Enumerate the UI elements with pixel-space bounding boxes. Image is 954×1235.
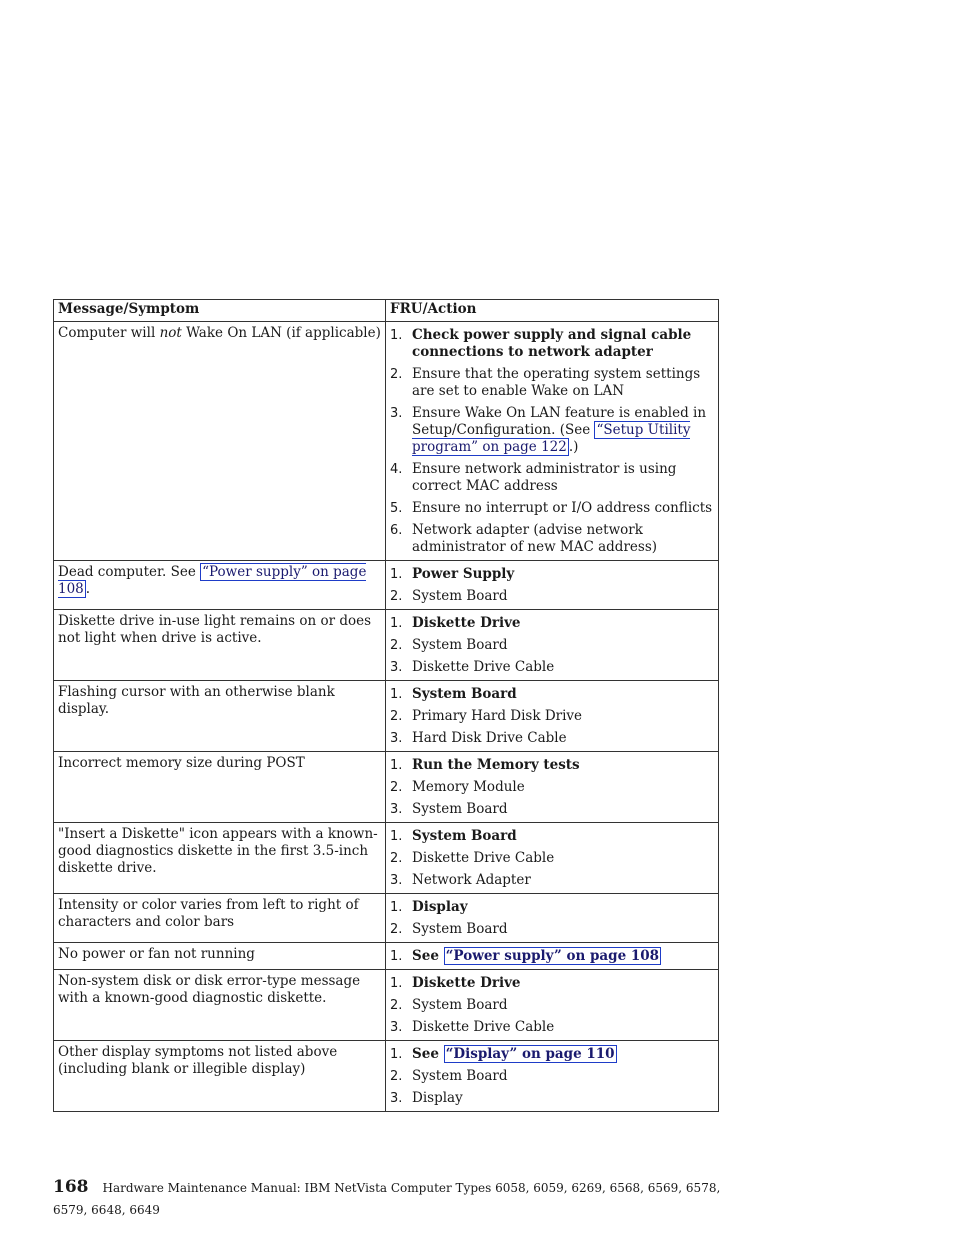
action-list — [390, 757, 714, 818]
action-number: 3. — [390, 873, 403, 888]
symptom-cell — [54, 1041, 386, 1112]
action-text — [412, 1068, 508, 1084]
text-run: System Board — [412, 637, 508, 653]
action-item — [390, 730, 714, 747]
fru-action-cell — [386, 823, 719, 894]
text-run: Diskette drive in-use light remains on or does not light when drive is active. — [58, 613, 372, 646]
action-number: 1. — [390, 758, 403, 773]
action-number: 1. — [390, 1047, 403, 1062]
fru-action-cell — [386, 610, 719, 681]
action-number: 6. — [390, 523, 403, 538]
text-run: System Board — [412, 1068, 508, 1084]
action-text — [412, 500, 712, 516]
action-item — [390, 522, 714, 556]
text-run: Non-system disk or disk error-type message with a known-good diagnostic diskette. — [58, 973, 361, 1006]
action-number: 2. — [390, 1069, 403, 1084]
text-run: Display — [412, 1090, 463, 1106]
action-text — [412, 461, 676, 494]
footer-text: Hardware Maintenance Manual: IBM NetVista Computer Types 6058, 6059, 6269, 6568, 6569, 6578, 6579, 6648, 6649 — [53, 1181, 721, 1217]
table-row — [54, 322, 719, 561]
text-run: Diskette Drive Cable — [412, 659, 555, 675]
action-item — [390, 405, 714, 456]
action-item — [390, 801, 714, 818]
action-text — [412, 366, 700, 399]
action-item — [390, 975, 714, 992]
cross-reference-link[interactable]: “Setup Utility program” on page 122 — [412, 422, 691, 455]
action-item — [390, 872, 714, 889]
action-number: 1. — [390, 616, 403, 631]
text-run: Hard Disk Drive Cable — [412, 730, 567, 746]
action-number: 2. — [390, 589, 403, 604]
table-row — [54, 894, 719, 943]
text-run: Intensity or color varies from left to right of characters and color bars — [58, 897, 359, 930]
action-number: 2. — [390, 367, 403, 382]
symptom-text — [58, 973, 381, 1007]
action-text — [412, 828, 517, 844]
table-row — [54, 1041, 719, 1112]
text-run: "Insert a Diskette" icon appears with a known-good diagnostics diskette in the first 3.5-inch diskette drive. — [58, 826, 378, 876]
action-text — [412, 899, 468, 915]
action-number: 1. — [390, 949, 403, 964]
action-number: 1. — [390, 976, 403, 991]
symptom-cell — [54, 752, 386, 823]
action-item — [390, 500, 714, 517]
action-text — [412, 686, 517, 702]
action-text — [412, 730, 567, 746]
action-number: 3. — [390, 802, 403, 817]
table-row — [54, 823, 719, 894]
text-run: Network Adapter — [412, 872, 531, 888]
action-item — [390, 566, 714, 583]
symptom-text — [58, 684, 381, 718]
symptom-text — [58, 613, 381, 647]
action-item — [390, 686, 714, 703]
text-run: . — [85, 581, 91, 597]
action-number: 3. — [390, 1091, 403, 1106]
table-row — [54, 681, 719, 752]
page-footer — [53, 1176, 733, 1221]
action-number: 1. — [390, 567, 403, 582]
fru-action-cell — [386, 894, 719, 943]
action-text — [412, 327, 691, 360]
action-item — [390, 828, 714, 845]
text-run: System Board — [412, 588, 508, 604]
symptom-text — [58, 897, 381, 931]
text-run: Computer will — [58, 325, 160, 341]
action-number: 1. — [390, 900, 403, 915]
action-text — [412, 757, 580, 773]
action-number: 3. — [390, 660, 403, 675]
action-item — [390, 708, 714, 725]
action-number: 4. — [390, 462, 403, 477]
action-number: 2. — [390, 851, 403, 866]
symptom-cell — [54, 681, 386, 752]
text-run: Flashing cursor with an otherwise blank display. — [58, 684, 335, 717]
action-item — [390, 327, 714, 361]
text-run: Network adapter (advise network administrator of new MAC address) — [412, 522, 658, 555]
action-item — [390, 850, 714, 867]
action-list — [390, 327, 714, 556]
text-run: Diskette Drive — [412, 975, 521, 991]
action-number: 2. — [390, 780, 403, 795]
text-run: Diskette Drive Cable — [412, 850, 555, 866]
action-list — [390, 1046, 714, 1107]
action-item — [390, 588, 714, 605]
action-text — [412, 921, 508, 937]
symptom-cell — [54, 823, 386, 894]
action-list — [390, 899, 714, 938]
action-item — [390, 461, 714, 495]
action-text — [412, 522, 657, 555]
action-text — [412, 947, 661, 965]
action-text — [412, 708, 582, 724]
action-text — [412, 588, 508, 604]
action-list — [390, 828, 714, 889]
table-body — [54, 322, 719, 1112]
action-number: 3. — [390, 406, 403, 421]
text-run: See — [412, 948, 444, 964]
action-item — [390, 1068, 714, 1085]
action-text — [412, 1019, 554, 1035]
page-number: 168 — [53, 1177, 89, 1197]
symptom-cell — [54, 943, 386, 970]
action-text — [412, 801, 508, 817]
fru-action-cell — [386, 752, 719, 823]
action-item — [390, 637, 714, 654]
text-run: No power or fan not running — [58, 946, 255, 962]
text-run: Wake On LAN (if applicable) — [181, 325, 381, 341]
text-run: System Board — [412, 828, 517, 844]
action-list — [390, 686, 714, 747]
table-row — [54, 752, 719, 823]
cross-reference-link[interactable]: “Power supply” on page 108 — [445, 948, 660, 964]
action-list — [390, 615, 714, 676]
action-item — [390, 1046, 714, 1063]
symptom-cell — [54, 322, 386, 561]
fru-action-cell — [386, 1041, 719, 1112]
text-run: System Board — [412, 686, 517, 702]
action-item — [390, 948, 714, 965]
action-number: 5. — [390, 501, 403, 516]
symptom-text — [58, 1044, 381, 1078]
text-run: Power Supply — [412, 566, 515, 582]
text-run: Primary Hard Disk Drive — [412, 708, 583, 724]
text-run: Other display symptoms not listed above (including blank or illegible display) — [58, 1044, 338, 1077]
action-list — [390, 566, 714, 605]
table-row — [54, 970, 719, 1041]
symptom-cell — [54, 970, 386, 1041]
text-run: Check power supply and signal cable connections to network adapter — [412, 327, 692, 360]
text-run: System Board — [412, 921, 508, 937]
action-item — [390, 1090, 714, 1107]
action-item — [390, 366, 714, 400]
action-list — [390, 975, 714, 1036]
text-run: Display — [412, 899, 468, 915]
symptom-text — [58, 826, 381, 877]
action-text — [412, 637, 508, 653]
action-number: 1. — [390, 829, 403, 844]
symptom-cell — [54, 894, 386, 943]
action-text — [412, 975, 521, 991]
action-number: 3. — [390, 731, 403, 746]
text-run: Run the Memory tests — [412, 757, 580, 773]
header-fru-action: FRU/Action — [386, 300, 719, 322]
action-item — [390, 1019, 714, 1036]
symptom-text — [58, 755, 381, 772]
action-text — [412, 1045, 617, 1063]
text-run: Diskette Drive — [412, 615, 521, 631]
action-item — [390, 921, 714, 938]
header-symptom: Message/Symptom — [54, 300, 386, 322]
text-run: Incorrect memory size during POST — [58, 755, 305, 771]
action-number: 1. — [390, 328, 403, 343]
fru-action-cell — [386, 681, 719, 752]
symptom-table — [53, 299, 719, 1112]
action-list — [390, 948, 714, 965]
text-run: Ensure that the operating system settings are set to enable Wake on LAN — [412, 366, 701, 399]
action-text — [412, 566, 514, 582]
action-number: 2. — [390, 709, 403, 724]
fru-action-cell — [386, 561, 719, 610]
text-run: System Board — [412, 801, 508, 817]
symptom-text — [58, 325, 381, 342]
cross-reference-link[interactable]: “Display” on page 110 — [445, 1046, 615, 1062]
action-text — [412, 615, 521, 631]
emphasis-text: not — [159, 325, 182, 341]
symptom-cell — [54, 561, 386, 610]
text-run: .) — [568, 439, 579, 455]
action-text — [412, 779, 525, 795]
fru-action-cell — [386, 322, 719, 561]
action-item — [390, 779, 714, 796]
text-run: Memory Module — [412, 779, 525, 795]
action-text — [412, 659, 554, 675]
action-text — [412, 1090, 463, 1106]
table-header-row — [54, 300, 719, 322]
action-item — [390, 997, 714, 1014]
action-item — [390, 757, 714, 774]
action-number: 2. — [390, 998, 403, 1013]
symptom-text — [58, 564, 381, 598]
table-row — [54, 943, 719, 970]
table-row — [54, 561, 719, 610]
action-item — [390, 899, 714, 916]
cross-reference-link[interactable]: “Power supply” on page 108 — [58, 564, 367, 597]
text-run: Ensure Wake On LAN feature is enabled in Setup/Configuration. (See — [412, 405, 707, 438]
action-item — [390, 659, 714, 676]
fru-action-cell — [386, 943, 719, 970]
text-run: Diskette Drive Cable — [412, 1019, 555, 1035]
action-item — [390, 615, 714, 632]
symptom-text — [58, 946, 381, 963]
action-number: 1. — [390, 687, 403, 702]
action-number: 2. — [390, 638, 403, 653]
action-number: 2. — [390, 922, 403, 937]
text-run: System Board — [412, 997, 508, 1013]
text-run: See — [412, 1046, 444, 1062]
action-text — [412, 850, 554, 866]
action-number: 3. — [390, 1020, 403, 1035]
text-run: Dead computer. See — [58, 564, 201, 580]
fru-action-cell — [386, 970, 719, 1041]
table-row — [54, 610, 719, 681]
symptom-cell — [54, 610, 386, 681]
action-text — [412, 997, 508, 1013]
text-run: Ensure network administrator is using correct MAC address — [412, 461, 677, 494]
text-run: Ensure no interrupt or I/O address conflicts — [412, 500, 713, 516]
action-text — [412, 405, 706, 456]
action-text — [412, 872, 531, 888]
